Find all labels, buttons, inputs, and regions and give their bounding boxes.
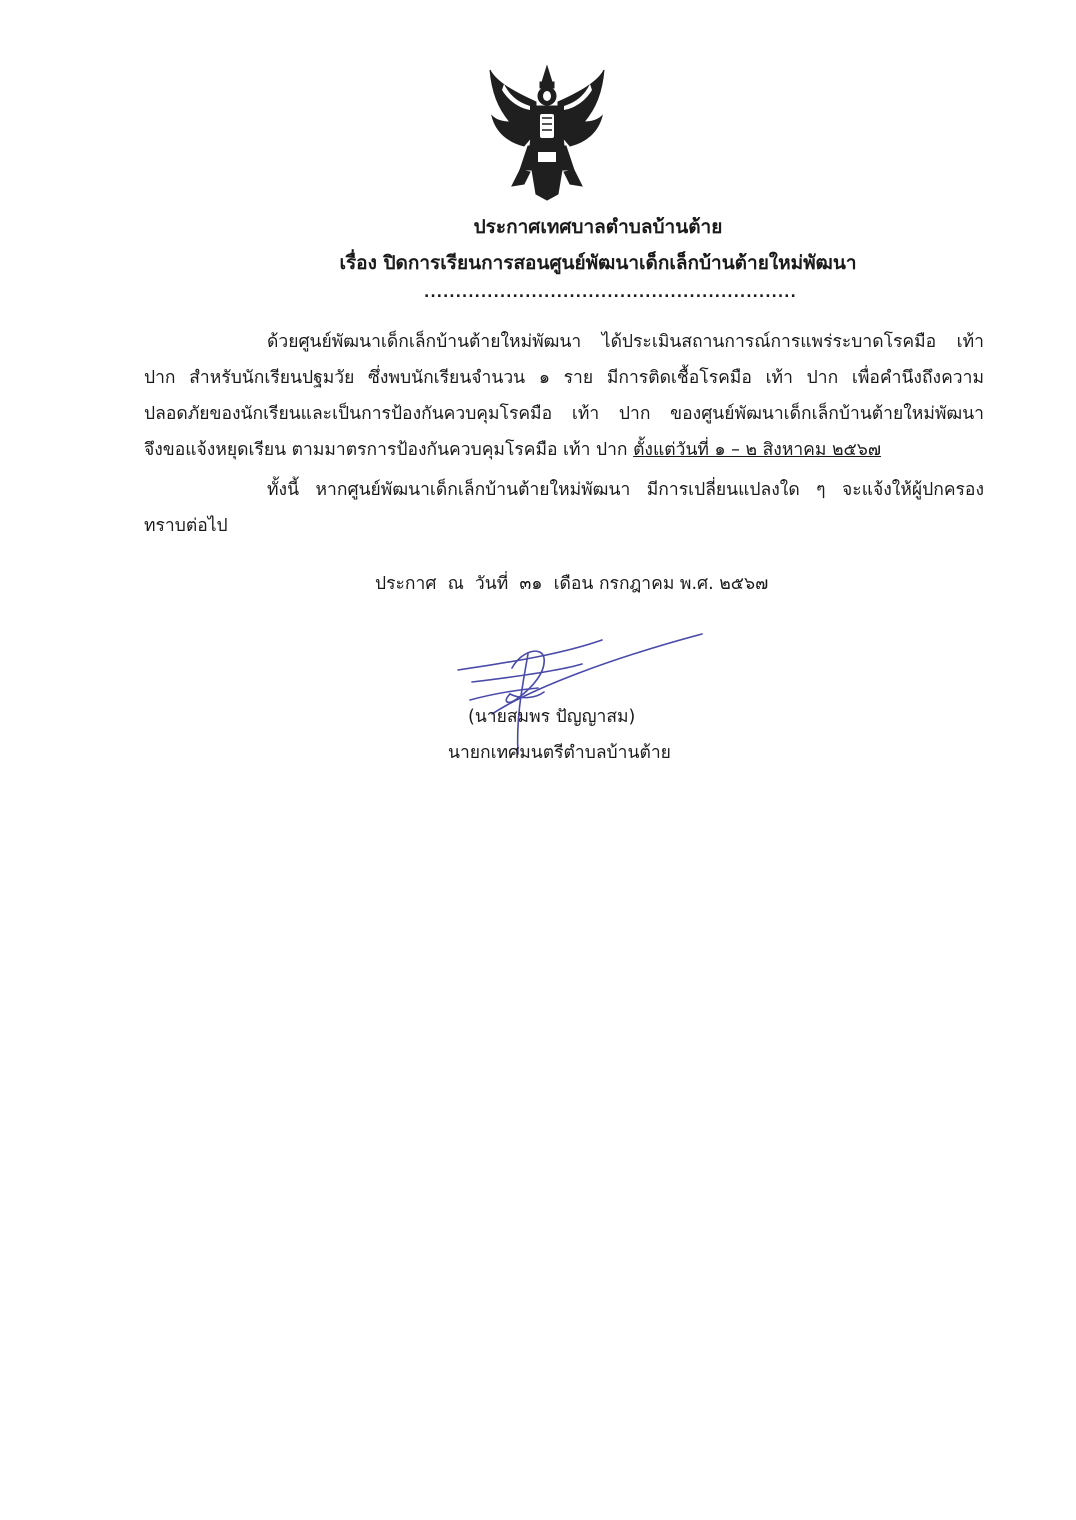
closure-dates: ตั้งแต่วันที่ ๑ – ๒ สิงหาคม ๒๕๖๗ xyxy=(633,440,882,460)
paragraph-1-line-1: ด้วยศูนย์พัฒนาเด็กเล็กบ้านต้ายใหม่พัฒนา ได้ประเมินสถานการณ์การแพร่ระบาดโรคมือ เท้า xyxy=(267,332,984,352)
paragraph-1-line-3: ปลอดภัยของนักเรียนและเป็นการป้องกันควบคุมโรคมือ เท้า ปาก ของศูนย์พัฒนาเด็กเล็กบ้านต้ายใหม่พัฒนา xyxy=(144,404,984,424)
title-separator: ........................................................... xyxy=(424,285,797,301)
paragraph-1-line-2: ปาก สำหรับนักเรียนปฐมวัย ซึ่งพบนักเรียนจำนวน ๑ ราย มีการติดเชื้อโรคมือ เท้า ปาก เพื่อคำนึงถึงความ xyxy=(144,368,984,388)
body-paragraph-1 xyxy=(144,324,984,468)
announcement-subject: เรื่อง ปิดการเรียนการสอนศูนย์พัฒนาเด็กเล็กบ้านต้ายใหม่พัฒนา xyxy=(339,252,857,274)
paragraph-2-line-2: ทราบต่อไป xyxy=(144,516,228,536)
body-paragraph-2 xyxy=(144,472,984,544)
garuda-emblem-icon xyxy=(484,62,610,202)
signer-title: นายกเทศมนตรีตำบลบ้านต้าย xyxy=(448,743,671,763)
paragraph-1-line-4-start: จึงขอแจ้งหยุดเรียน ตามมาตรการป้องกันควบคุมโรคมือ เท้า ปาก xyxy=(144,440,634,460)
announcement-title: ประกาศเทศบาลตำบลบ้านต้าย xyxy=(473,216,723,238)
paragraph-2-line-1: ทั้งนี้ หากศูนย์พัฒนาเด็กเล็กบ้านต้ายใหม่พัฒนา มีการเปลี่ยนแปลงใด ๆ จะแจ้งให้ผู้ปกครอง xyxy=(267,480,984,500)
signer-name: (นายสมพร ปัญญาสม) xyxy=(468,707,636,727)
announcement-date: ประกาศ ณ วันที่ ๓๑ เดือน กรกฎาคม พ.ศ. ๒๕๖๗ xyxy=(375,574,769,594)
paragraph-1-line-4 xyxy=(144,432,984,468)
